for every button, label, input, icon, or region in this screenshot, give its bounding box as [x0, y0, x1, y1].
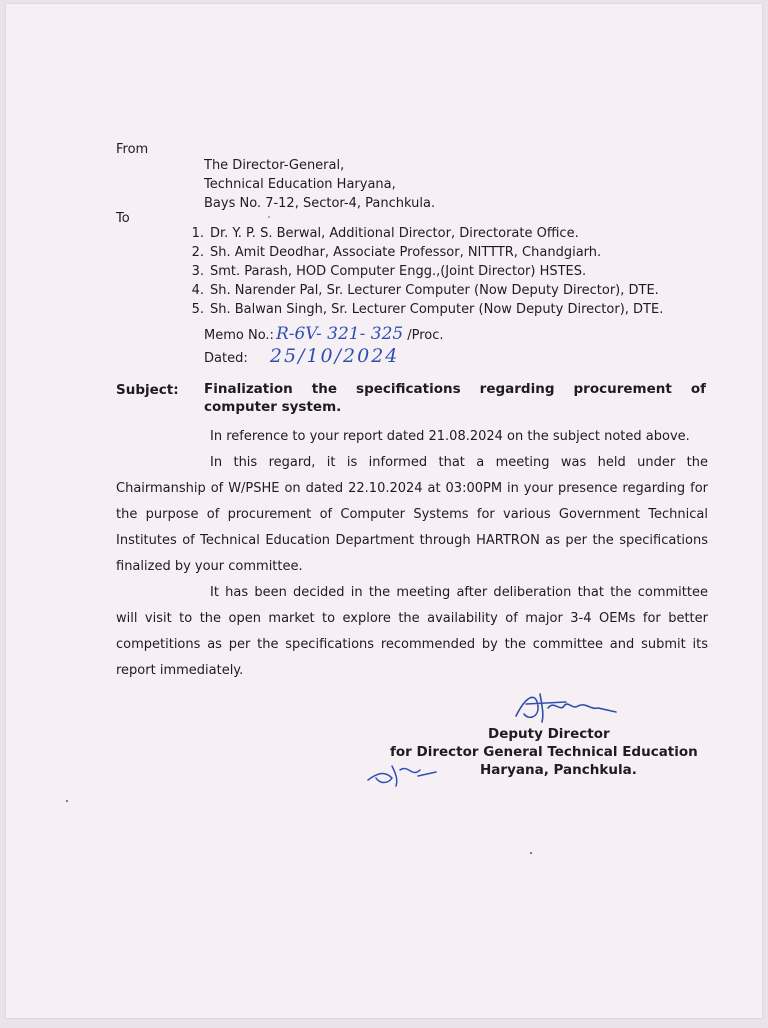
recipient-list	[178, 224, 663, 319]
letter-body	[116, 424, 708, 684]
signatory-location: Haryana, Panchkula.	[480, 762, 637, 778]
body-paragraph: In reference to your report dated 21.08.2024 on the subject noted above.	[210, 429, 690, 444]
dated-value-handwritten: 25/10/2024	[269, 345, 400, 367]
recipient-item: 5. Sh. Balwan Singh, Sr. Lecturer Computer (Now Deputy Director), DTE.	[191, 302, 664, 317]
recipient-item: 1. Dr. Y. P. S. Berwal, Additional Director, Directorate Office.	[191, 226, 579, 241]
memo-line	[204, 324, 444, 344]
recipient-item: 3. Smt. Parash, HOD Computer Engg.,(Joint Director) HSTES.	[191, 264, 587, 279]
memo-label: Memo No.:	[204, 328, 274, 343]
sender-line: The Director-General,	[204, 158, 345, 173]
body-paragraph: It has been decided in the meeting after deliberation that the committee will visit to the open market to explore the availability of major 3-4 OEMs for better competitions as per the specifications recommended by the committee and submit its report immediately.	[116, 585, 708, 678]
signature-scribble-icon	[506, 686, 626, 730]
sender-line: Technical Education Haryana,	[204, 177, 396, 192]
scan-speck	[66, 800, 68, 802]
scan-speck	[268, 216, 270, 218]
signatory-office: for Director General Technical Education	[390, 744, 698, 760]
signature-block	[488, 726, 610, 742]
letter-page	[6, 4, 762, 1018]
sender-address	[204, 156, 435, 213]
subject-label: Subject:	[116, 382, 179, 398]
memo-number-handwritten: R-6V- 321- 325	[275, 324, 404, 344]
signatory-title: Deputy Director	[488, 726, 610, 742]
scan-speck	[530, 852, 532, 854]
memo-suffix: /Proc.	[407, 328, 444, 343]
from-label: From	[116, 142, 149, 157]
body-paragraph: In this regard, it is informed that a meeting was held under the Chairmanship of W/PSHE on dated 22.10.2024 at 03:00PM in your presence regarding for the purpose of procurement of Computer Systems for various Government Technical Institutes of Technical Education Department through HARTRON as per the specifications finalized by your committee.	[116, 455, 708, 574]
subject-text: Finalization the specifications regarding procurement of computer system.	[204, 381, 706, 415]
dated-line	[204, 345, 399, 367]
recipient-item: 4. Sh. Narender Pal, Sr. Lecturer Computer (Now Deputy Director), DTE.	[191, 283, 659, 298]
to-label: To	[116, 211, 130, 226]
initials-scribble-icon	[362, 756, 442, 790]
sender-line: Bays No. 7-12, Sector-4, Panchkula.	[204, 196, 436, 211]
dated-label: Dated:	[204, 351, 248, 366]
recipient-item: 2. Sh. Amit Deodhar, Associate Professor, NITTTR, Chandgiarh.	[191, 245, 602, 260]
